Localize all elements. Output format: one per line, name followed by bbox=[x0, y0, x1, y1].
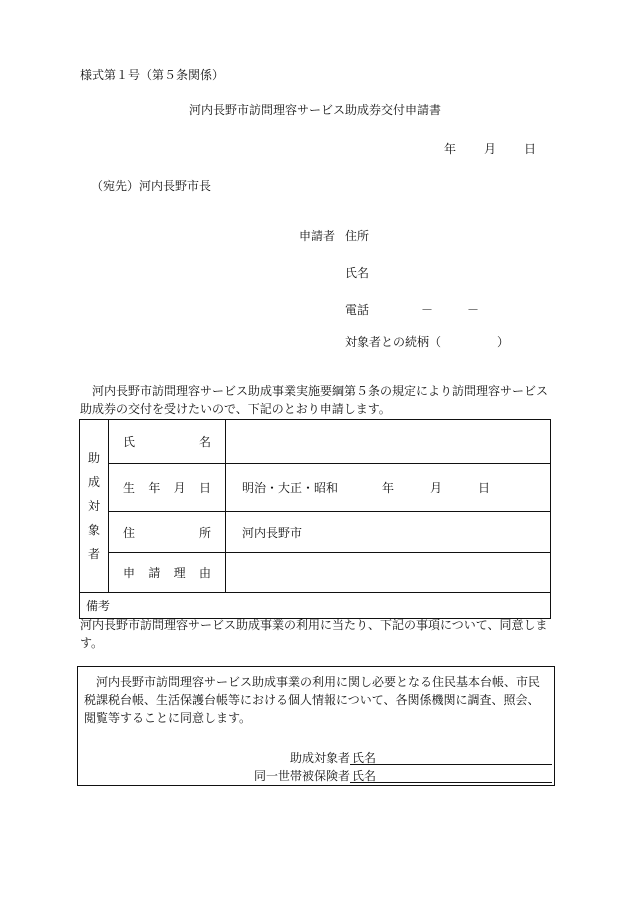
relationship-field[interactable] bbox=[345, 333, 515, 351]
applicant-address-field[interactable] bbox=[345, 227, 369, 244]
signature-household-label: 同一世帯被保険者 bbox=[253, 769, 350, 783]
applicant-phone-label: 電話 bbox=[345, 303, 370, 317]
dob-input-cell[interactable] bbox=[226, 464, 551, 512]
year-label: 年 bbox=[444, 142, 457, 156]
dob-label-cell: 生 年 月 日 bbox=[109, 464, 226, 512]
applicant-address-label: 住所 bbox=[345, 229, 370, 243]
form-number: 様式第１号（第５条関係） bbox=[80, 68, 225, 82]
reason-input-cell[interactable] bbox=[226, 553, 551, 593]
relationship-label: 対象者との続柄（ bbox=[345, 335, 442, 349]
document-title: 河内長野市訪問理容サービス助成券交付申請書 bbox=[188, 103, 441, 117]
dob-year-label: 年 bbox=[382, 481, 395, 495]
phone-dash-1: － bbox=[421, 303, 434, 317]
consent-intro: 河内長野市訪問理容サービス助成事業の利用に当たり、下記の事項について、同意します。 bbox=[80, 618, 548, 650]
name-label-cell: 氏 名 bbox=[109, 420, 226, 464]
applicant-name-field[interactable] bbox=[345, 264, 369, 281]
signature-subject-name-label: 氏名 bbox=[352, 751, 377, 765]
address-label-cell: 住 所 bbox=[109, 512, 226, 553]
reason-label-cell: 申 請 理 由 bbox=[109, 553, 226, 593]
signature-row-household[interactable] bbox=[78, 767, 556, 785]
phone-dash-2: － bbox=[467, 303, 480, 317]
notes-cell[interactable] bbox=[80, 593, 551, 619]
applicant-info-table bbox=[79, 419, 551, 619]
date-line bbox=[444, 140, 536, 157]
name-input-cell[interactable] bbox=[226, 420, 551, 464]
signature-row-subject[interactable] bbox=[78, 749, 556, 767]
signature-subject-line bbox=[350, 764, 552, 765]
subject-side-label: 助 成 対 象 者 bbox=[80, 420, 109, 593]
dob-month-label: 月 bbox=[430, 481, 443, 495]
dob-era-options: 明治・大正・昭和 bbox=[242, 481, 339, 495]
applicant-phone-field[interactable] bbox=[345, 301, 545, 319]
relationship-close-paren: ） bbox=[497, 335, 510, 349]
address-prefill: 河内長野市 bbox=[242, 525, 303, 540]
addressee: （宛先）河内長野市長 bbox=[91, 179, 212, 193]
applicant-name-label: 氏名 bbox=[345, 266, 370, 280]
signature-household-line bbox=[350, 782, 552, 783]
consent-box bbox=[77, 666, 555, 786]
notes-label: 備考 bbox=[86, 599, 111, 613]
day-label: 日 bbox=[524, 142, 537, 156]
address-input-cell[interactable] bbox=[226, 512, 551, 553]
consent-text: 河内長野市訪問理容サービス助成事業の利用に関し必要となる住民基本台帳、市民税課税台帳、生活保護台帳等における個人情報について、各関係機関に調査、照会、閲覧等することに同意します。 bbox=[84, 675, 541, 725]
applicant-label: 申請者 bbox=[299, 229, 336, 243]
month-label: 月 bbox=[484, 142, 497, 156]
dob-day-label: 日 bbox=[478, 481, 491, 495]
intro-paragraph: 河内長野市訪問理容サービス助成事業実施要綱第５条の規定により訪問理容サービス助成券の交付を受けたいので、下記のとおり申請します。 bbox=[80, 384, 549, 416]
signature-household-name-label: 氏名 bbox=[352, 769, 377, 783]
signature-subject-label: 助成対象者 bbox=[289, 751, 350, 765]
